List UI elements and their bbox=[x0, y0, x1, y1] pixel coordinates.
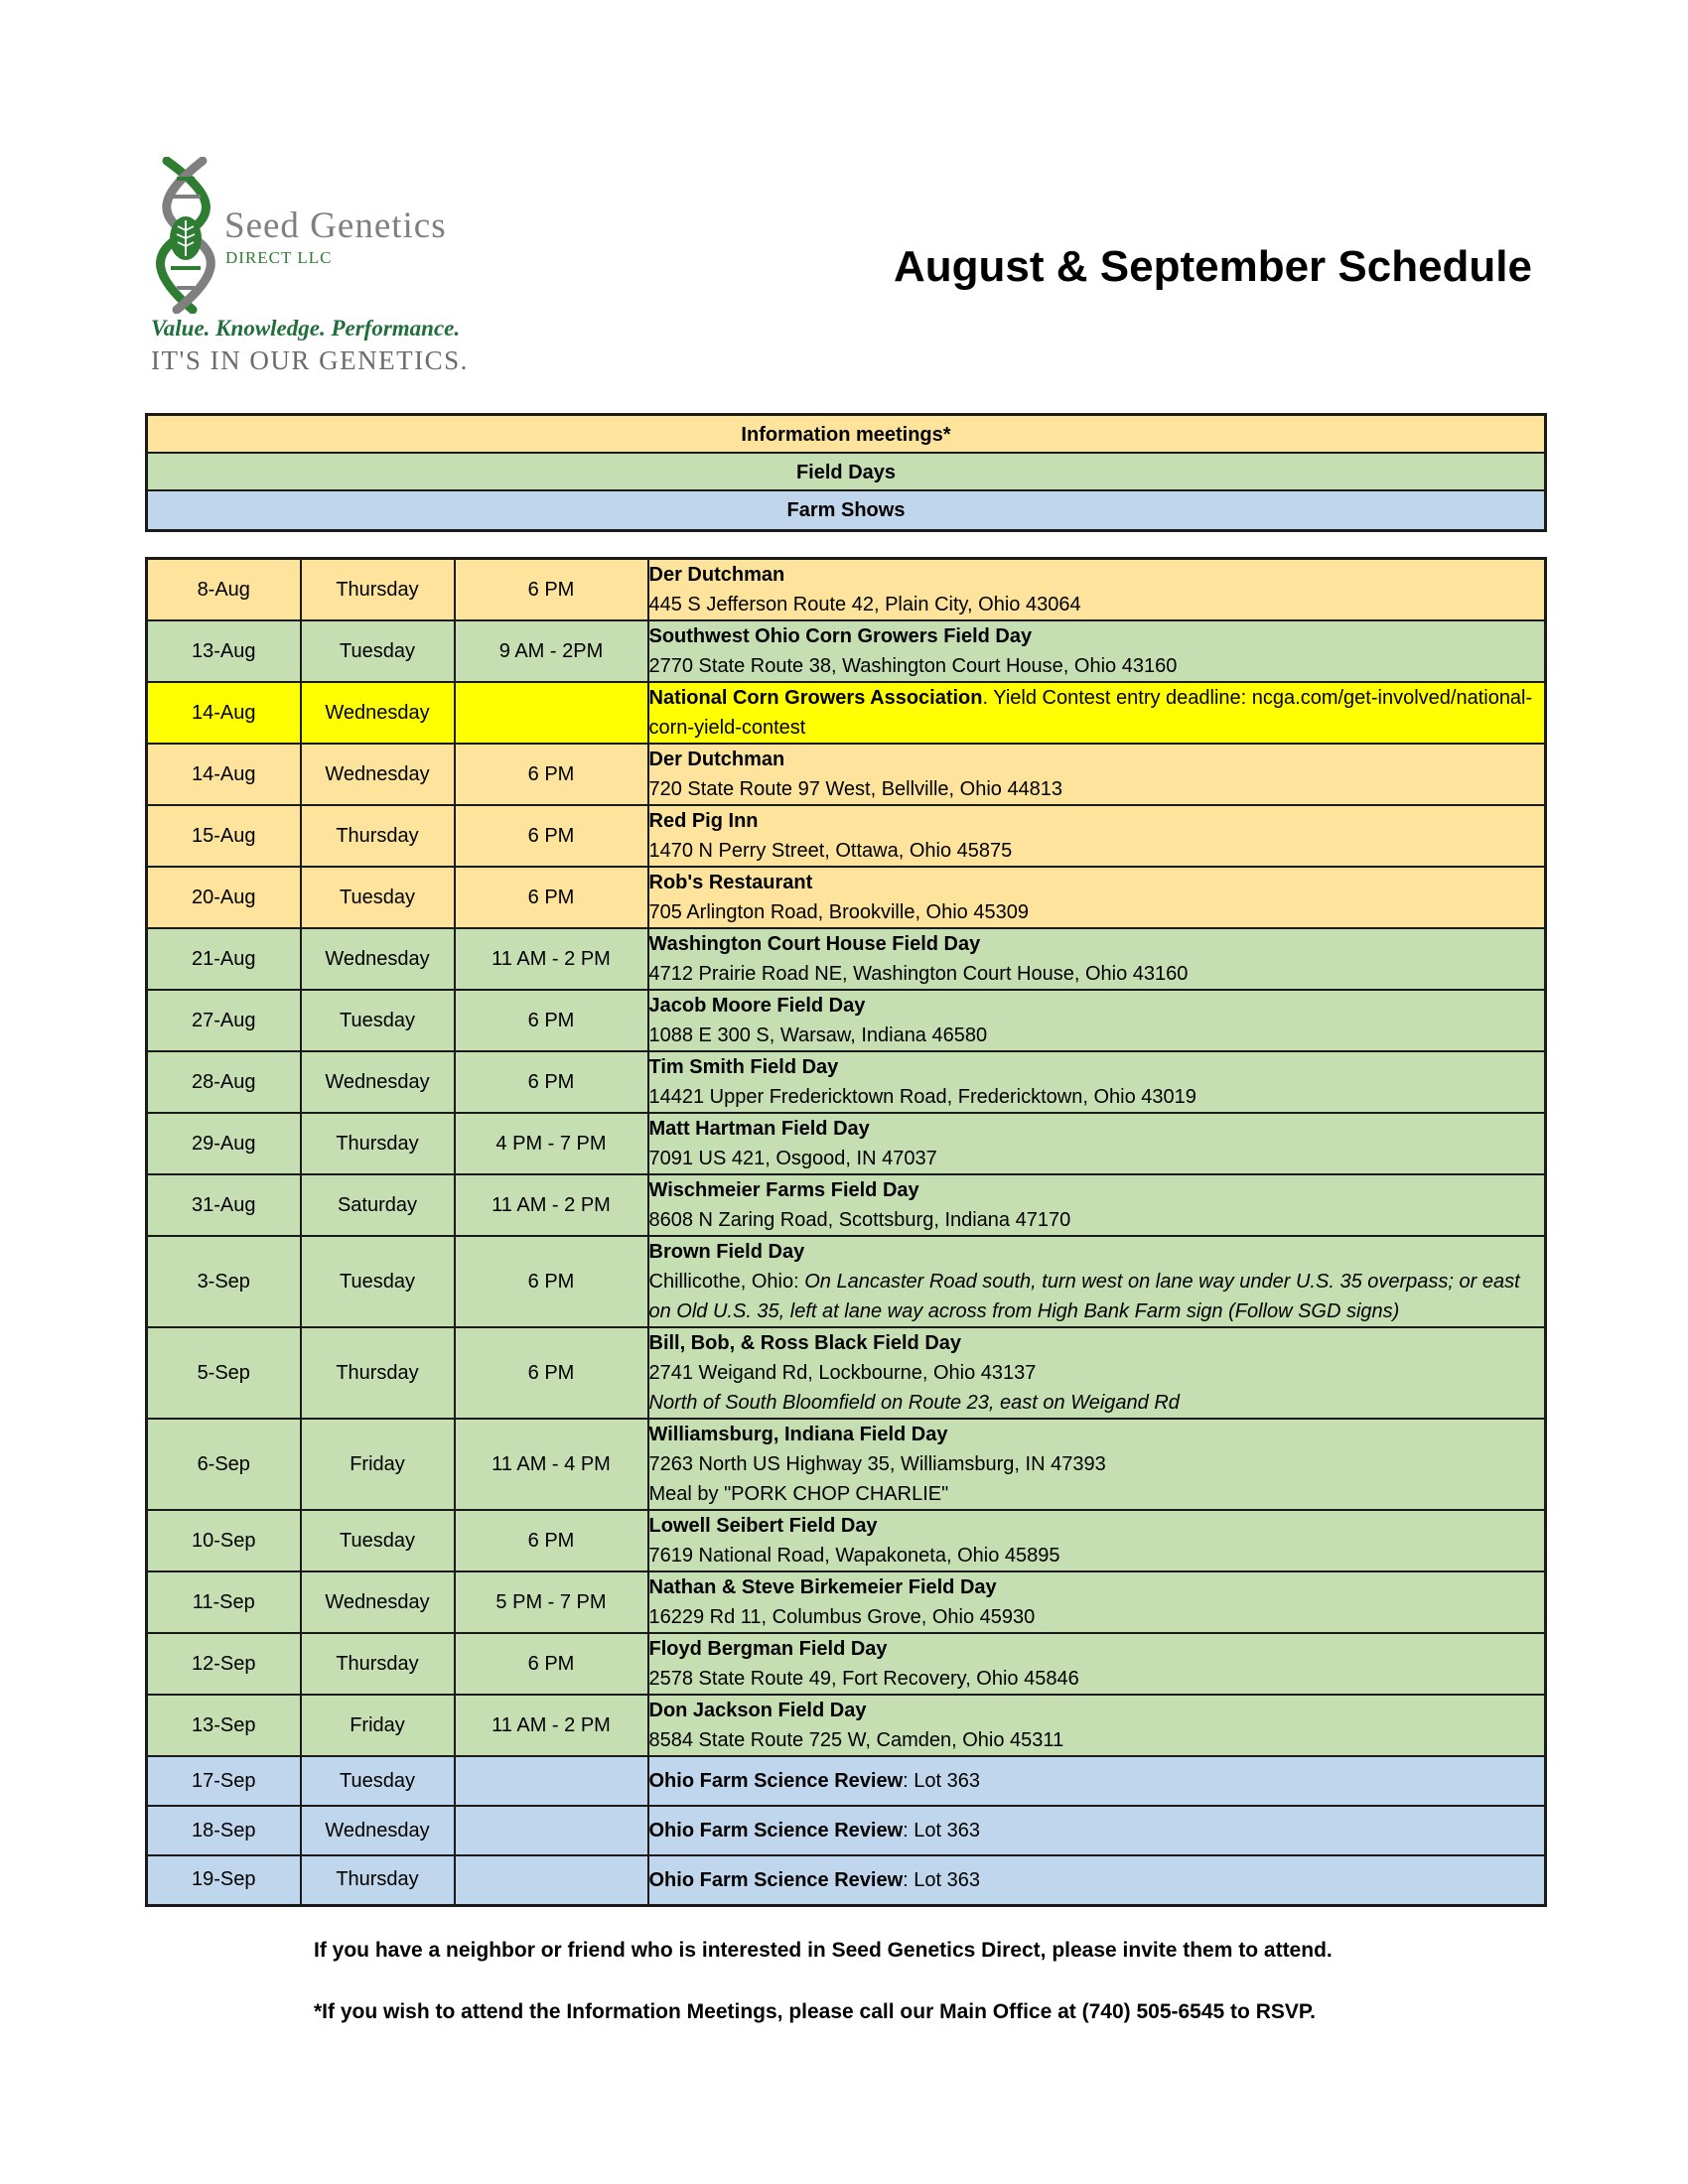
event-detail: . Yield Contest entry deadline: ncga.com/get-involved/national-corn-yield-contest bbox=[648, 687, 1533, 739]
event-day: Thursday bbox=[301, 1327, 455, 1419]
table-row bbox=[147, 682, 1546, 744]
event-time: 6 PM bbox=[455, 1051, 648, 1113]
table-row bbox=[147, 928, 1546, 990]
event-name: National Corn Growers Association bbox=[648, 687, 983, 709]
schedule-table bbox=[145, 557, 1547, 1907]
event-location bbox=[648, 1510, 1546, 1571]
event-address: 705 Arlington Road, Brookville, Ohio 45309 bbox=[648, 901, 1029, 923]
legend-field-days: Field Days bbox=[148, 454, 1544, 491]
event-address: 1088 E 300 S, Warsaw, Indiana 46580 bbox=[648, 1024, 988, 1046]
event-location bbox=[648, 1756, 1546, 1806]
event-day: Wednesday bbox=[301, 682, 455, 744]
event-day: Wednesday bbox=[301, 1571, 455, 1633]
event-day: Tuesday bbox=[301, 867, 455, 928]
event-time bbox=[455, 1806, 648, 1855]
event-directions-text: On Lancaster Road south, turn west on lane way under U.S. 35 overpass; or east on Old U.S. 35, left at lane way across from High Bank Farm sign (Follow SGD signs) bbox=[648, 1271, 1520, 1322]
event-day: Friday bbox=[301, 1419, 455, 1510]
event-name: Bill, Bob, & Ross Black Field Day bbox=[648, 1332, 962, 1354]
table-row bbox=[147, 1051, 1546, 1113]
event-day: Friday bbox=[301, 1695, 455, 1756]
event-day: Tuesday bbox=[301, 620, 455, 682]
table-row bbox=[147, 867, 1546, 928]
event-day: Wednesday bbox=[301, 744, 455, 805]
event-time bbox=[455, 1756, 648, 1806]
event-date: 14-Aug bbox=[147, 744, 301, 805]
event-date: 13-Aug bbox=[147, 620, 301, 682]
brand-subtitle: DIRECT LLC bbox=[225, 248, 333, 267]
event-day: Wednesday bbox=[301, 1051, 455, 1113]
table-row bbox=[147, 620, 1546, 682]
table-row bbox=[147, 1419, 1546, 1510]
event-time: 6 PM bbox=[455, 1327, 648, 1419]
event-detail: : Lot 363 bbox=[903, 1820, 980, 1842]
event-address: 445 S Jefferson Route 42, Plain City, Ohio 43064 bbox=[648, 594, 1081, 615]
event-day: Thursday bbox=[301, 1855, 455, 1905]
event-location bbox=[648, 1113, 1546, 1174]
footer-invite-note: If you have a neighbor or friend who is interested in Seed Genetics Direct, please invite them to attend. bbox=[314, 1939, 1333, 1962]
event-day: Wednesday bbox=[301, 1806, 455, 1855]
table-row bbox=[147, 1174, 1546, 1236]
event-date: 13-Sep bbox=[147, 1695, 301, 1756]
footer-rsvp-note: *If you wish to attend the Information Meetings, please call our Main Office at (740) 505-6545 to RSVP. bbox=[314, 2000, 1317, 2023]
event-address: 2741 Weigand Rd, Lockbourne, Ohio 43137 bbox=[648, 1362, 1037, 1384]
brand-name: Seed Genetics bbox=[224, 205, 447, 246]
event-date: 3-Sep bbox=[147, 1236, 301, 1327]
event-name: Ohio Farm Science Review bbox=[648, 1820, 904, 1842]
table-row bbox=[147, 1327, 1546, 1419]
event-date: 11-Sep bbox=[147, 1571, 301, 1633]
event-day: Tuesday bbox=[301, 1510, 455, 1571]
event-time: 11 AM - 4 PM bbox=[455, 1419, 648, 1510]
event-name: Nathan & Steve Birkemeier Field Day bbox=[648, 1576, 997, 1598]
event-time bbox=[455, 1855, 648, 1905]
event-time: 9 AM - 2PM bbox=[455, 620, 648, 682]
event-date: 19-Sep bbox=[147, 1855, 301, 1905]
event-date: 12-Sep bbox=[147, 1633, 301, 1695]
event-location bbox=[648, 682, 1546, 744]
event-day: Saturday bbox=[301, 1174, 455, 1236]
event-date: 27-Aug bbox=[147, 990, 301, 1051]
event-location bbox=[648, 1174, 1546, 1236]
event-name: Wischmeier Farms Field Day bbox=[648, 1179, 919, 1201]
event-address: 2770 State Route 38, Washington Court House, Ohio 43160 bbox=[648, 655, 1178, 677]
event-location bbox=[648, 1806, 1546, 1855]
event-location bbox=[648, 744, 1546, 805]
table-row bbox=[147, 559, 1546, 621]
event-location bbox=[648, 1236, 1546, 1327]
event-name: Der Dutchman bbox=[648, 749, 785, 770]
event-name: Don Jackson Field Day bbox=[648, 1700, 867, 1721]
event-location bbox=[648, 1633, 1546, 1695]
event-name: Ohio Farm Science Review bbox=[648, 1868, 904, 1891]
event-location bbox=[648, 990, 1546, 1051]
event-time: 5 PM - 7 PM bbox=[455, 1571, 648, 1633]
event-date: 20-Aug bbox=[147, 867, 301, 928]
event-address: 2578 State Route 49, Fort Recovery, Ohio 45846 bbox=[648, 1668, 1079, 1690]
event-date: 31-Aug bbox=[147, 1174, 301, 1236]
event-time bbox=[455, 682, 648, 744]
event-description bbox=[649, 1865, 1545, 1895]
event-location bbox=[648, 805, 1546, 867]
event-directions bbox=[649, 1267, 1545, 1326]
event-day: Tuesday bbox=[301, 1756, 455, 1806]
event-address: 8584 State Route 725 W, Camden, Ohio 45311 bbox=[648, 1729, 1064, 1751]
event-detail: : Lot 363 bbox=[903, 1868, 980, 1891]
table-row bbox=[147, 1113, 1546, 1174]
event-name: Southwest Ohio Corn Growers Field Day bbox=[648, 625, 1033, 647]
event-location bbox=[648, 1051, 1546, 1113]
table-row bbox=[147, 1695, 1546, 1756]
brand-tagline: Value. Knowledge. Performance. bbox=[151, 316, 461, 341]
event-time: 6 PM bbox=[455, 1236, 648, 1327]
color-legend bbox=[145, 413, 1547, 532]
event-time: 6 PM bbox=[455, 990, 648, 1051]
event-location bbox=[648, 1571, 1546, 1633]
event-address: 7263 North US Highway 35, Williamsburg, IN 47393 bbox=[648, 1453, 1106, 1475]
event-city: Chillicothe, Ohio: bbox=[648, 1271, 805, 1293]
event-time: 6 PM bbox=[455, 1633, 648, 1695]
event-address: 7619 National Road, Wapakoneta, Ohio 45895 bbox=[648, 1545, 1060, 1567]
event-date: 14-Aug bbox=[147, 682, 301, 744]
event-name: Matt Hartman Field Day bbox=[648, 1118, 870, 1140]
event-note: North of South Bloomfield on Route 23, east on Weigand Rd bbox=[648, 1392, 1180, 1414]
event-day: Tuesday bbox=[301, 990, 455, 1051]
legend-farm-shows: Farm Shows bbox=[148, 491, 1544, 529]
table-row bbox=[147, 744, 1546, 805]
event-description bbox=[649, 1766, 1545, 1796]
table-row bbox=[147, 1756, 1546, 1806]
event-description bbox=[649, 683, 1545, 743]
event-day: Tuesday bbox=[301, 1236, 455, 1327]
event-address: 4712 Prairie Road NE, Washington Court House, Ohio 43160 bbox=[648, 963, 1189, 985]
event-date: 28-Aug bbox=[147, 1051, 301, 1113]
event-address: 16229 Rd 11, Columbus Grove, Ohio 45930 bbox=[648, 1606, 1036, 1628]
table-row bbox=[147, 990, 1546, 1051]
event-time: 6 PM bbox=[455, 1510, 648, 1571]
event-name: Der Dutchman bbox=[648, 564, 785, 586]
event-address: 720 State Route 97 West, Bellville, Ohio 44813 bbox=[648, 778, 1063, 800]
event-date: 8-Aug bbox=[147, 559, 301, 621]
table-row bbox=[147, 1855, 1546, 1905]
event-location bbox=[648, 1419, 1546, 1510]
event-name: Washington Court House Field Day bbox=[648, 933, 981, 955]
event-name: Brown Field Day bbox=[648, 1241, 805, 1263]
event-time: 4 PM - 7 PM bbox=[455, 1113, 648, 1174]
table-row bbox=[147, 1633, 1546, 1695]
event-location bbox=[648, 1327, 1546, 1419]
event-note: Meal by "PORK CHOP CHARLIE" bbox=[648, 1483, 949, 1505]
event-location bbox=[648, 1695, 1546, 1756]
event-address: 8608 N Zaring Road, Scottsburg, Indiana 47170 bbox=[648, 1209, 1071, 1231]
event-name: Ohio Farm Science Review bbox=[648, 1770, 904, 1792]
event-time: 11 AM - 2 PM bbox=[455, 1174, 648, 1236]
event-location bbox=[648, 1855, 1546, 1905]
table-row bbox=[147, 1571, 1546, 1633]
event-address: 1470 N Perry Street, Ottawa, Ohio 45875 bbox=[648, 840, 1013, 862]
event-name: Tim Smith Field Day bbox=[648, 1056, 839, 1078]
page-title: August & September Schedule bbox=[894, 242, 1533, 291]
event-day: Wednesday bbox=[301, 928, 455, 990]
event-name: Williamsburg, Indiana Field Day bbox=[648, 1424, 948, 1445]
event-name: Lowell Seibert Field Day bbox=[648, 1515, 878, 1537]
event-description bbox=[649, 1816, 1545, 1845]
event-address: 7091 US 421, Osgood, IN 47037 bbox=[648, 1148, 937, 1169]
table-row bbox=[147, 1236, 1546, 1327]
event-date: 21-Aug bbox=[147, 928, 301, 990]
event-time: 6 PM bbox=[455, 805, 648, 867]
event-date: 10-Sep bbox=[147, 1510, 301, 1571]
brand-tagline-2: IT'S IN OUR GENETICS. bbox=[151, 345, 469, 375]
event-name: Rob's Restaurant bbox=[648, 872, 813, 893]
event-date: 5-Sep bbox=[147, 1327, 301, 1419]
legend-information-meetings: Information meetings* bbox=[148, 416, 1544, 454]
event-date: 29-Aug bbox=[147, 1113, 301, 1174]
event-location bbox=[648, 559, 1546, 621]
table-row bbox=[147, 1510, 1546, 1571]
event-address: 14421 Upper Fredericktown Road, Fredericktown, Ohio 43019 bbox=[648, 1086, 1196, 1108]
event-date: 18-Sep bbox=[147, 1806, 301, 1855]
event-time: 11 AM - 2 PM bbox=[455, 928, 648, 990]
event-date: 6-Sep bbox=[147, 1419, 301, 1510]
event-detail: : Lot 363 bbox=[903, 1770, 980, 1792]
table-row bbox=[147, 805, 1546, 867]
event-date: 15-Aug bbox=[147, 805, 301, 867]
company-logo bbox=[147, 157, 504, 385]
event-day: Thursday bbox=[301, 805, 455, 867]
event-location bbox=[648, 620, 1546, 682]
table-row bbox=[147, 1806, 1546, 1855]
event-name: Jacob Moore Field Day bbox=[648, 995, 866, 1017]
event-day: Thursday bbox=[301, 1113, 455, 1174]
dna-helix-icon bbox=[147, 157, 224, 314]
event-name: Red Pig Inn bbox=[648, 810, 759, 832]
event-location bbox=[648, 867, 1546, 928]
event-day: Thursday bbox=[301, 1633, 455, 1695]
event-time: 6 PM bbox=[455, 744, 648, 805]
event-time: 6 PM bbox=[455, 559, 648, 621]
event-day: Thursday bbox=[301, 559, 455, 621]
event-location bbox=[648, 928, 1546, 990]
event-date: 17-Sep bbox=[147, 1756, 301, 1806]
event-time: 11 AM - 2 PM bbox=[455, 1695, 648, 1756]
event-name: Floyd Bergman Field Day bbox=[648, 1638, 888, 1660]
event-time: 6 PM bbox=[455, 867, 648, 928]
